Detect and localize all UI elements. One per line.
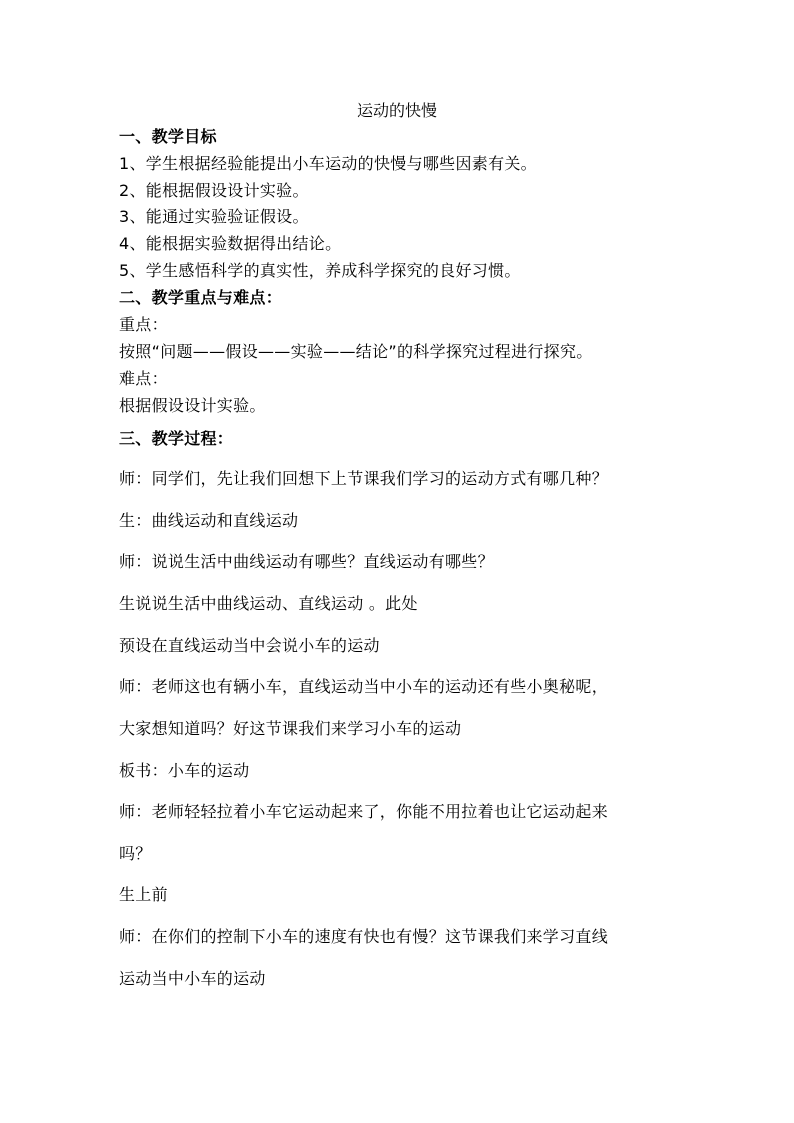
section-heading-process: 三、教学过程： [119, 429, 234, 448]
dialogue-line: 吗？ [119, 844, 152, 863]
section-heading-key-points: 二、教学重点与难点： [119, 288, 283, 307]
dialogue-line: 师：老师轻轻拉着小车它运动起来了，你能不用拉着也让它运动起来 [119, 802, 609, 821]
dialogue-line: 运动当中小车的运动 [119, 969, 266, 988]
objective-item: 4、能根据实验数据得出结论。 [119, 234, 342, 253]
dialogue-line: 师：说说生活中曲线运动有哪些？直线运动有哪些？ [119, 552, 494, 571]
dialogue-line: 板书：小车的运动 [119, 761, 250, 780]
dialogue-line: 师：老师这也有辆小车，直线运动当中小车的运动还有些小奥秘呢， [119, 677, 609, 696]
dialogue-line: 师：同学们，先让我们回想下上节课我们学习的运动方式有哪几种？ [119, 469, 609, 488]
dialogue-line: 生说说生活中曲线运动、直线运动 。此处 [119, 594, 418, 613]
difficulty-label: 难点： [119, 369, 168, 388]
dialogue-line: 师：在你们的控制下小车的速度有快也有慢？这节课我们来学习直线 [119, 927, 609, 946]
difficulty-text: 根据假设设计实验。 [119, 396, 266, 415]
objective-item: 5、学生感悟科学的真实性，养成科学探究的良好习惯。 [119, 261, 521, 280]
document-title: 运动的快慢 [356, 101, 437, 120]
dialogue-line: 大家想知道吗？好这节课我们来学习小车的运动 [119, 719, 462, 738]
objective-item: 3、能通过实验验证假设。 [119, 207, 309, 226]
section-heading-objectives: 一、教学目标 [119, 127, 217, 146]
key-point-text: 按照“问题——假设——实验——结论”的科学探究过程进行探究。 [119, 342, 593, 361]
dialogue-line: 生上前 [119, 885, 168, 904]
objective-item: 1、学生根据经验能提出小车运动的快慢与哪些因素有关。 [119, 154, 537, 173]
objective-item: 2、能根据假设设计实验。 [119, 181, 309, 200]
dialogue-line: 生：曲线运动和直线运动 [119, 511, 299, 530]
key-point-label: 重点： [119, 315, 168, 334]
dialogue-line: 预设在直线运动当中会说小车的运动 [119, 636, 380, 655]
